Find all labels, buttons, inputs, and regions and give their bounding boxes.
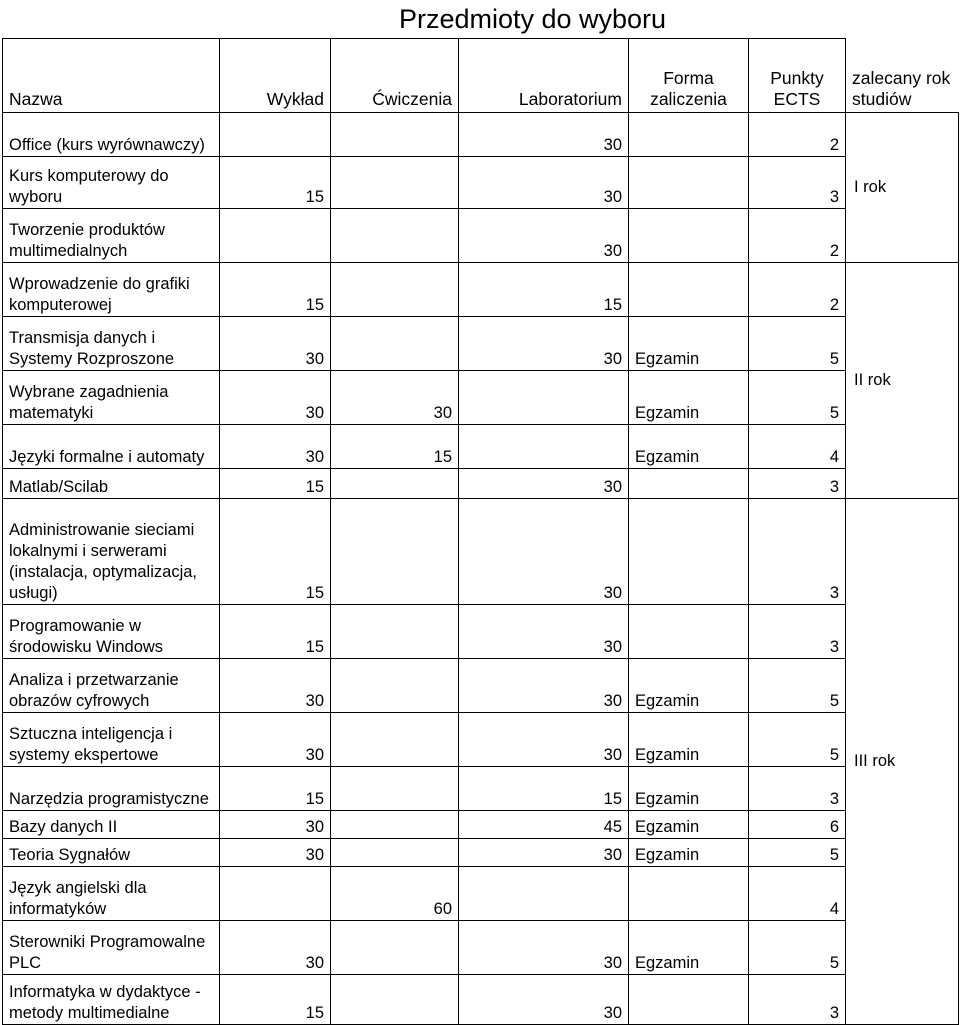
course-name: Informatyka w dydaktyce - metody multimedialne — [3, 975, 220, 1025]
table-row — [3, 157, 959, 209]
exercise-hours — [331, 263, 459, 317]
ects-points: 3 — [749, 499, 846, 605]
lab-hours: 45 — [459, 811, 629, 839]
header-ects: Punkty ECTS — [749, 39, 846, 113]
assessment-form: Egzamin — [629, 425, 749, 469]
exercise-hours — [331, 157, 459, 209]
assessment-form — [629, 469, 749, 499]
table-row — [3, 605, 959, 659]
course-name: Administrowanie sieciami lokalnymi i serwerami (instalacja, optymalizacja, usługi) — [3, 499, 220, 605]
lab-hours: 30 — [459, 605, 629, 659]
table-row — [3, 469, 959, 499]
ects-points: 5 — [749, 659, 846, 713]
course-name: Transmisja danych i Systemy Rozproszone — [3, 317, 220, 371]
assessment-form — [629, 263, 749, 317]
ects-points: 5 — [749, 713, 846, 767]
assessment-form — [629, 499, 749, 605]
exercise-hours — [331, 659, 459, 713]
header-cwiczenia: Ćwiczenia — [331, 39, 459, 113]
exercise-hours — [331, 113, 459, 157]
lecture-hours: 30 — [220, 839, 331, 867]
assessment-form — [629, 867, 749, 921]
lab-hours — [459, 425, 629, 469]
course-name: Teoria Sygnałów — [3, 839, 220, 867]
exercise-hours: 60 — [331, 867, 459, 921]
study-year: III rok — [846, 499, 959, 1025]
table-row — [3, 921, 959, 975]
lab-hours: 30 — [459, 317, 629, 371]
lecture-hours: 30 — [220, 811, 331, 839]
table-row — [3, 113, 959, 157]
header-wyklad: Wykład — [220, 39, 331, 113]
exercise-hours — [331, 811, 459, 839]
exercise-hours — [331, 317, 459, 371]
exercise-hours: 15 — [331, 425, 459, 469]
exercise-hours — [331, 209, 459, 263]
lab-hours — [459, 371, 629, 425]
table-row — [3, 499, 959, 605]
table-row — [3, 839, 959, 867]
table-row — [3, 371, 959, 425]
table-row — [3, 713, 959, 767]
lecture-hours: 30 — [220, 921, 331, 975]
assessment-form: Egzamin — [629, 317, 749, 371]
lecture-hours: 30 — [220, 659, 331, 713]
ects-points: 3 — [749, 469, 846, 499]
assessment-form: Egzamin — [629, 713, 749, 767]
lab-hours: 30 — [459, 469, 629, 499]
lecture-hours: 15 — [220, 975, 331, 1025]
exercise-hours — [331, 499, 459, 605]
header-forma: Forma zaliczenia — [629, 39, 749, 113]
table-row — [3, 317, 959, 371]
ects-points: 5 — [749, 921, 846, 975]
assessment-form — [629, 209, 749, 263]
ects-points: 3 — [749, 767, 846, 811]
exercise-hours — [331, 839, 459, 867]
exercise-hours — [331, 469, 459, 499]
assessment-form: Egzamin — [629, 767, 749, 811]
lab-hours: 30 — [459, 921, 629, 975]
exercise-hours: 30 — [331, 371, 459, 425]
study-year: I rok — [846, 113, 959, 263]
table-row — [3, 867, 959, 921]
lecture-hours: 15 — [220, 499, 331, 605]
lecture-hours: 30 — [220, 425, 331, 469]
assessment-form: Egzamin — [629, 839, 749, 867]
ects-points: 5 — [749, 839, 846, 867]
course-name: Tworzenie produktów multimedialnych — [3, 209, 220, 263]
lab-hours: 30 — [459, 713, 629, 767]
assessment-form — [629, 975, 749, 1025]
lecture-hours: 15 — [220, 157, 331, 209]
course-name: Narzędzia programistyczne — [3, 767, 220, 811]
ects-points: 2 — [749, 113, 846, 157]
lab-hours — [459, 867, 629, 921]
study-year: II rok — [846, 263, 959, 499]
table-row — [3, 263, 959, 317]
ects-points: 3 — [749, 157, 846, 209]
ects-points: 5 — [749, 371, 846, 425]
course-name: Kurs komputerowy do wyboru — [3, 157, 220, 209]
course-name: Analiza i przetwarzanie obrazów cyfrowych — [3, 659, 220, 713]
table-row — [3, 811, 959, 839]
lab-hours: 30 — [459, 839, 629, 867]
ects-points: 4 — [749, 425, 846, 469]
lecture-hours — [220, 209, 331, 263]
table-row — [3, 975, 959, 1025]
lecture-hours: 15 — [220, 605, 331, 659]
lab-hours: 30 — [459, 157, 629, 209]
ects-points: 4 — [749, 867, 846, 921]
lecture-hours: 30 — [220, 713, 331, 767]
assessment-form: Egzamin — [629, 659, 749, 713]
lab-hours: 30 — [459, 209, 629, 263]
table-row — [3, 425, 959, 469]
exercise-hours — [331, 921, 459, 975]
course-name: Programowanie w środowisku Windows — [3, 605, 220, 659]
ects-points: 5 — [749, 317, 846, 371]
lecture-hours: 30 — [220, 317, 331, 371]
header-laboratorium: Laboratorium — [459, 39, 629, 113]
assessment-form: Egzamin — [629, 811, 749, 839]
assessment-form — [629, 157, 749, 209]
course-name: Sztuczna inteligencja i systemy ekspertowe — [3, 713, 220, 767]
lab-hours: 15 — [459, 263, 629, 317]
table-row — [3, 767, 959, 811]
assessment-form — [629, 113, 749, 157]
lecture-hours — [220, 867, 331, 921]
ects-points: 2 — [749, 209, 846, 263]
lecture-hours — [220, 113, 331, 157]
exercise-hours — [331, 975, 459, 1025]
page-title: Przedmioty do wyboru — [220, 0, 846, 39]
courses-table — [2, 0, 959, 1025]
lecture-hours: 15 — [220, 469, 331, 499]
lecture-hours: 15 — [220, 767, 331, 811]
lab-hours: 30 — [459, 975, 629, 1025]
ects-points: 3 — [749, 975, 846, 1025]
assessment-form: Egzamin — [629, 921, 749, 975]
exercise-hours — [331, 713, 459, 767]
table-row — [3, 209, 959, 263]
lecture-hours: 30 — [220, 371, 331, 425]
courses-document — [2, 0, 958, 1025]
course-name: Bazy danych II — [3, 811, 220, 839]
exercise-hours — [331, 605, 459, 659]
header-nazwa: Nazwa — [3, 39, 220, 113]
ects-points: 6 — [749, 811, 846, 839]
course-name: Język angielski dla informatyków — [3, 867, 220, 921]
header-zalecany-rok: zalecany rok studiów — [846, 0, 959, 113]
course-name: Matlab/Scilab — [3, 469, 220, 499]
lab-hours: 30 — [459, 499, 629, 605]
course-name: Wprowadzenie do grafiki komputerowej — [3, 263, 220, 317]
assessment-form — [629, 605, 749, 659]
ects-points: 2 — [749, 263, 846, 317]
exercise-hours — [331, 767, 459, 811]
table-row — [3, 659, 959, 713]
course-name: Sterowniki Programowalne PLC — [3, 921, 220, 975]
lab-hours: 30 — [459, 113, 629, 157]
lab-hours: 15 — [459, 767, 629, 811]
course-name: Języki formalne i automaty — [3, 425, 220, 469]
lab-hours: 30 — [459, 659, 629, 713]
course-name: Office (kurs wyrównawczy) — [3, 113, 220, 157]
course-name: Wybrane zagadnienia matematyki — [3, 371, 220, 425]
assessment-form: Egzamin — [629, 371, 749, 425]
lecture-hours: 15 — [220, 263, 331, 317]
ects-points: 3 — [749, 605, 846, 659]
